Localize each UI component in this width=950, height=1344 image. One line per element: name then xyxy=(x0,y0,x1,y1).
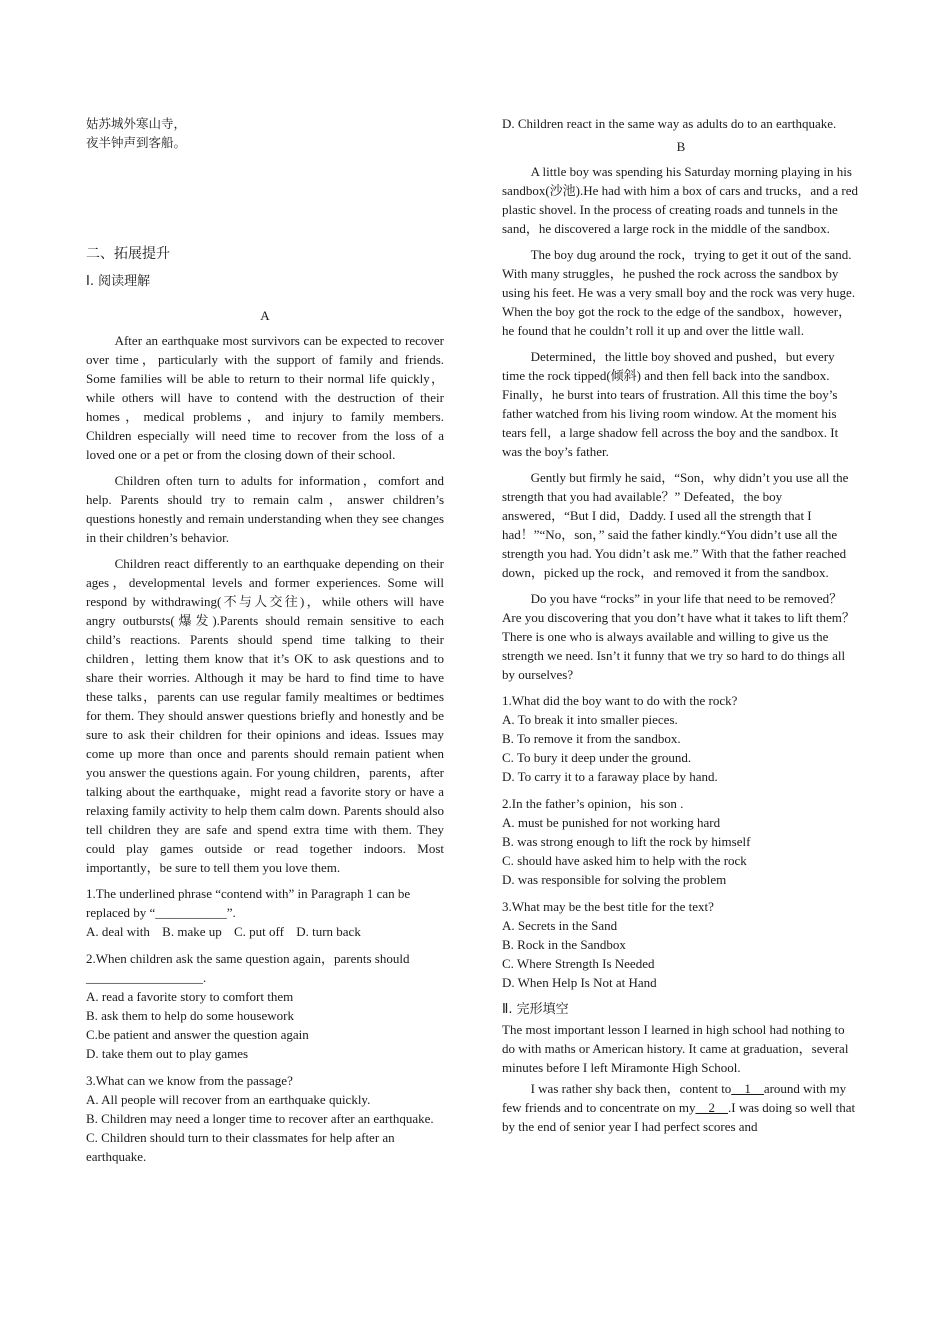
passage-a-label: A xyxy=(260,308,270,323)
right-column xyxy=(502,114,860,1143)
question-a1 xyxy=(86,884,444,941)
option: A. deal with xyxy=(86,924,150,939)
option: C. Where Strength Is Needed xyxy=(502,956,655,971)
section-title: 二、拓展提升 xyxy=(86,246,170,262)
option: D. To carry it to a faraway place by hand. xyxy=(502,769,718,784)
poem-line: 姑苏城外寒山寺， xyxy=(86,116,187,131)
cloze-blank: __1__ xyxy=(731,1081,764,1096)
option: C. To bury it deep under the ground. xyxy=(502,750,692,765)
option: B. To remove it from the sandbox. xyxy=(502,731,681,746)
poem xyxy=(86,114,444,152)
reading-title: Ⅰ. 阅读理解 xyxy=(86,274,151,289)
option: A. must be punished for not working hard xyxy=(502,815,721,830)
option: D. Children react in the same way as adults do to an earthquake. xyxy=(502,116,837,131)
option: B. was strong enough to lift the rock by himself xyxy=(502,834,751,849)
question-a3 xyxy=(86,1071,444,1166)
cloze-blank: __2__ xyxy=(695,1100,728,1115)
option: C.be patient and answer the question again xyxy=(86,1027,309,1042)
passage-b-paragraph: Do you have “rocks” in your life that need to be removed？Are you discovering that you don’t have what it takes to lift them？There is one who is always available and willing to give us the strength we need. Isn’t it funny that we try so hard to do things all by ourselves? xyxy=(502,591,855,682)
question-stem: 2.When children ask the same question again，parents should __________________. xyxy=(86,951,410,985)
cloze-paragraph xyxy=(502,1079,860,1136)
left-column xyxy=(86,114,444,1166)
option: C. put off xyxy=(233,924,284,939)
option: A. read a favorite story to comfort them xyxy=(86,989,294,1004)
cloze-text: .I was doing so well that by the end of senior year I had perfect scores and xyxy=(502,1100,856,1134)
option: B. make up xyxy=(162,924,222,939)
option: D. was responsible for solving the problem xyxy=(502,872,727,887)
question-stem: 1.What did the boy want to do with the rock? xyxy=(502,693,738,708)
passage-a-paragraph: After an earthquake most survivors can be expected to recover over time，particularly with the support of family and friends. Some families will be able to return to their normal life quickly，while others will have to contend with the destruction of their homes，medical problems，and injury to family members. Children especially will need time to recover from the loss of a loved one or a pet or from the closing down of their school. xyxy=(86,333,444,462)
option: C. should have asked him to help with the rock xyxy=(502,853,747,868)
option: D. When Help Is Not at Hand xyxy=(502,975,657,990)
option: A. All people will recover from an earthquake quickly. xyxy=(86,1092,371,1107)
option: C. Children should turn to their classmates for help after an earthquake. xyxy=(86,1130,395,1164)
option: D. take them out to play games xyxy=(86,1046,249,1061)
passage-b-paragraph: Determined，the little boy shoved and pushed，but every time the rock tipped(倾斜) and then fell back into the sandbox. Finally，he burst into tears of frustration. All this time the boy’s father watched from his living room window. At the moment his tears fell，a large shadow fell across the boy and the sandbox. It was the boy’s father. xyxy=(502,349,839,459)
question-stem: 1.The underlined phrase “contend with” in Paragraph 1 can be replaced by “___________”. xyxy=(86,886,411,920)
passage-b-paragraph: A little boy was spending his Saturday morning playing in his sandbox(沙池).He had with him a box of cars and trucks，and a red plastic shovel. In the process of creating roads and tunnels in the sand，he discovered a large rock in the middle of the sandbox. xyxy=(502,164,858,236)
option: B. Children may need a longer time to recover after an earthquake. xyxy=(86,1111,434,1126)
question-a2 xyxy=(86,949,444,1063)
passage-a-paragraph: Children often turn to adults for information，comfort and help. Parents should try to remain calm，answer children’s questions honestly and remain understanding when they see changes in their children’s behavior. xyxy=(86,473,444,545)
question-stem: 2.In the father’s opinion，his son . xyxy=(502,796,684,811)
question-b3 xyxy=(502,897,860,992)
passage-a-paragraph: Children react differently to an earthquake depending on their ages，developmental levels and former experiences. Some will respond by withdrawing(不与人交往)，while others will have angry outbursts(爆发).Parents should remain sensitive to each child’s reactions. Parents should spend time talking to their children，letting them know that it’s OK to ask questions and to share their worries. Although it may be hard to find time to have these talks，parents can use regular family mealtimes or bedtimes for them. They should answer questions briefly and honestly and be sure to ask their children for their opinions and ideas. Issues may come up more than once and parents should remain patient when you answer the questions again. For young children，parents，after talking about the earthquake，might read a favorite story or have a relaxing family activity to help them calm down. Parents should also tell children they are safe and spend extra time with them. They could play games outside or read together indoors. Most importantly，be sure to tell them you love them. xyxy=(86,556,444,875)
question-b2 xyxy=(502,794,860,889)
cloze-title: Ⅱ. 完形填空 xyxy=(502,1002,569,1017)
cloze-text: around with my few friends and to concentrate on my xyxy=(502,1081,847,1115)
option: D. turn back xyxy=(296,924,361,939)
passage-b-label: B xyxy=(676,139,686,154)
question-stem: 3.What may be the best title for the text? xyxy=(502,899,714,914)
cloze-intro: The most important lesson I learned in high school had nothing to do with maths or American history. It came at graduation，several minutes before I left Miramonte High School. xyxy=(502,1022,849,1075)
question-b1 xyxy=(502,691,860,786)
option: B. ask them to help do some housework xyxy=(86,1008,294,1023)
option: B. Rock in the Sandbox xyxy=(502,937,626,952)
option: A. Secrets in the Sand xyxy=(502,918,618,933)
cloze-text: I was rather shy back then，content to xyxy=(530,1081,732,1096)
poem-line: 夜半钟声到客船。 xyxy=(86,135,187,150)
passage-b-paragraph: The boy dug around the rock，trying to get it out of the sand. With many struggles，he pushed the rock across the sandbox by using his feet. He was a very small boy and the rock was very huge. When the boy got the rock to the edge of the sandbox，however，he found that he couldn’t roll it up and over the little wall. xyxy=(502,247,856,338)
option: A. To break it into smaller pieces. xyxy=(502,712,678,727)
question-stem: 3.What can we know from the passage? xyxy=(86,1073,293,1088)
passage-b-paragraph: Gently but firmly he said，“Son，why didn’t you use all the strength that you had available？” Defeated，the boy answered，“But I did，Daddy. I used all the strength that I had！”“No，son，” said the father kindly.“You didn’t use all the strength you had. You didn’t ask me.” With that the father reached down，picked up the rock，and removed it from the sandbox. xyxy=(502,470,849,580)
question-options xyxy=(86,922,444,941)
